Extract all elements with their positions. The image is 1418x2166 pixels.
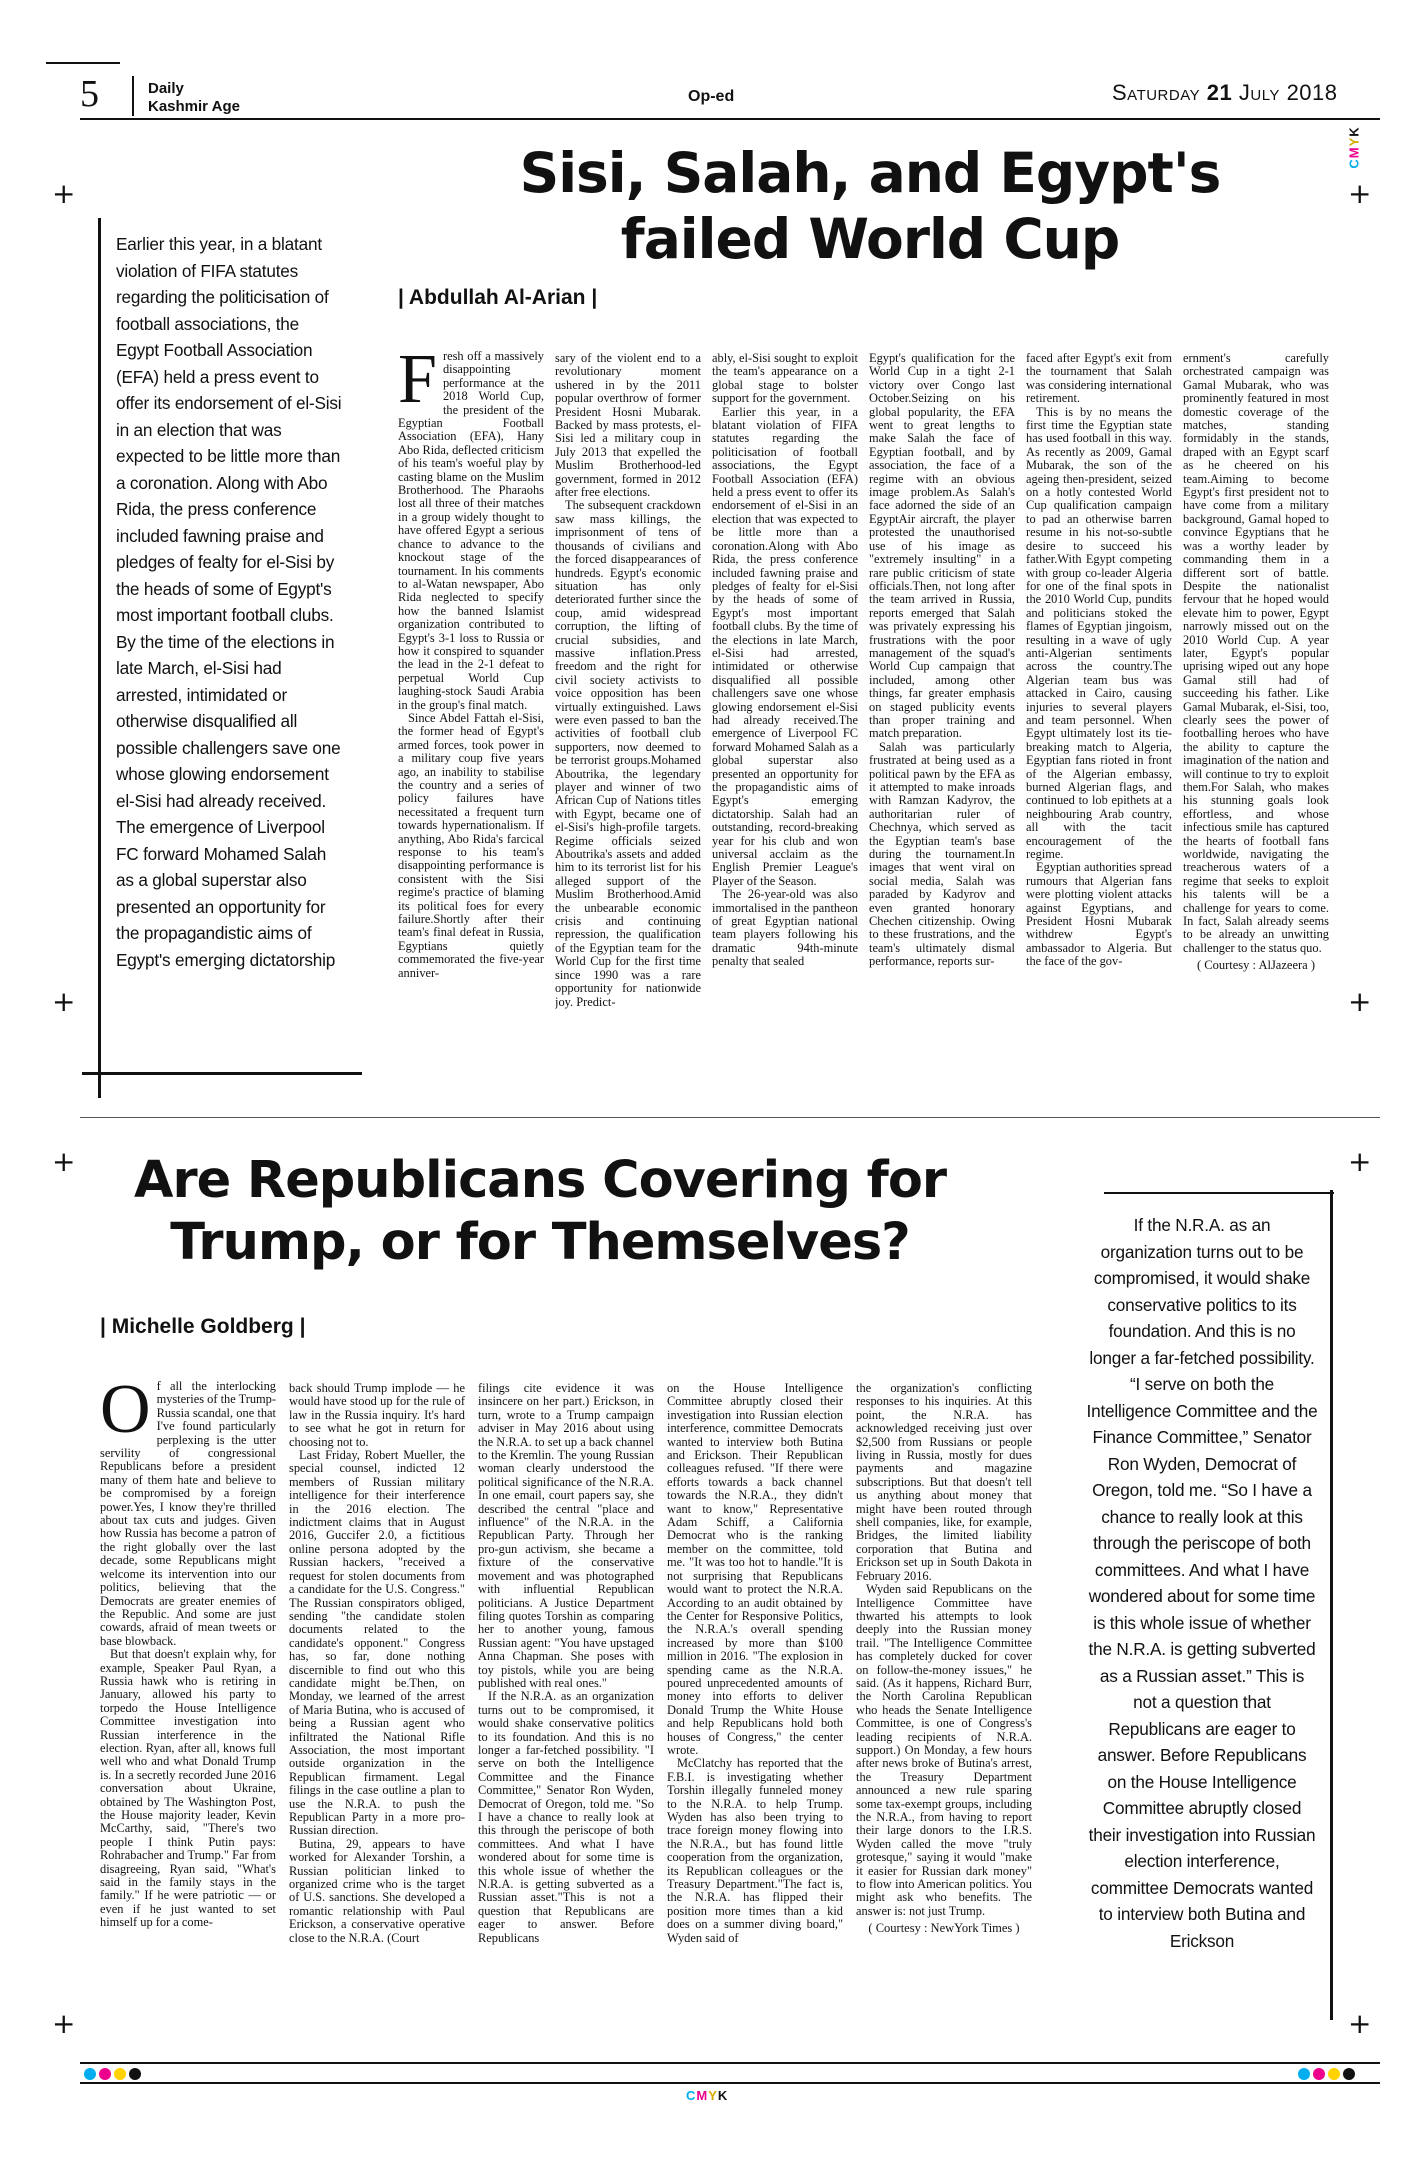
article2-pullquote-rule [1330, 1190, 1333, 2020]
paper-name-line1: Daily [148, 80, 184, 97]
article1-paragraph: The subsequent crackdown saw mass killings, the imprisonment of tens of thousands of civilians and the forced disappearances of hundreds. Egypt's economic situation has only deteriorated further since the coup, amid widespread corruption, the lifting of crucial subsidies, and massive inflation.Press freedom and the right for civil society activists to voice opposition has been virtually extinguished. Laws were even passed to ban the activities of football club supporters, now deemed to be terrorist groups.Mohamed Aboutrika, the legendary player and winner of two African Cup of Nations titles with Egypt, became one of el-Sisi's high-profile targets. Regime officials seized Aboutrika's assets and added him to its terrorist list for his alleged support of the Muslim Brotherhood.Amid the unbearable economic crisis and continuing repression, the qualification of the Egyptian team for the World Cup for the first time since 1990 was a rare opportunity for nationwide joy. Predict- [555, 498, 701, 1009]
article2-byline: | Michelle Goldberg | [100, 1315, 306, 1338]
article2-column-2 [289, 1382, 465, 2030]
page-number: 5 [80, 73, 99, 115]
article1-headline-line2: failed World Cup [620, 207, 1120, 271]
registration-mark-icon: + [52, 177, 76, 210]
article1-dropcap: F [398, 350, 437, 418]
magenta-dot-icon [1313, 2068, 1325, 2080]
article1-paragraph: Salah was particularly frustrated at being used as a political pawn by the EFA as it attempted to make inroads with Ramzan Kadyrov, the authoritarian ruler of Chechnya, which served as the Egyptian team's base during the tournament.In images that went viral on social media, Salah was paraded by Kadyrov and even granted honorary Chechen citizenship. Owing to these frustrations, and the team's ultimately dismal performance, reports sur- [869, 739, 1015, 969]
article2-paragraph: the organization's conflicting responses to his inquiries. At this point, the N.R.A. has acknowledged receiving just over $2,500 from Russians or people living in Russia, mostly for dues payments and magazine subscriptions. But that doesn't tell us anything about money that might have been routed through shell companies, like, for example, Bridges, the limited liability corporation that Butina and Erickson set up in South Dakota in February 2016. [856, 1382, 1032, 1583]
article1-paragraph: sary of the violent end to a revolutionary moment ushered in by the 2011 popular overthrow of former President Hosni Mubarak. Backed by mass protests, el-Sisi led a military coup in July 2013 that expelled the Muslim Brotherhood-led government, formed in 2012 after free elections. [555, 352, 701, 500]
page-number-divider [132, 76, 134, 116]
date-year: 2018 [1286, 80, 1338, 105]
article2-dropcap: O [100, 1380, 151, 1448]
registration-mark-icon: + [52, 2007, 76, 2040]
article2-paragraph: Last Friday, Robert Mueller, the special counsel, indicted 12 members of Russian military intelligence for their interference in the 2016 election. The indictment claims that in August 2016, Guccifer 2.0, a fictitious online persona adopted by the Russian hackers, "received a request for stolen documents from a candidate for the U.S. Congress." The Russian conspirators obliged, sending "the candidate stolen documents related to the candidate's opponent." Congress has, so far, done nothing discernible to find out who this candidate might be.Then, on Monday, we learned of the arrest of Maria Butina, who is accused of being a Russian agent who infiltrated the National Rifle Association, the most important outside organization in the Republican firmament. Legal filings in the case outline a plan to use the N.R.A. to push the Republican Party in a more pro-Russian direction. [289, 1448, 465, 1838]
color-dots-right [1298, 2068, 1355, 2082]
registration-mark-icon: + [52, 985, 76, 1018]
cyan-dot-icon [1298, 2068, 1310, 2080]
yellow-dot-icon [1328, 2068, 1340, 2080]
article1-paragraph: Earlier this year, in a blatant violation of FIFA statutes regarding the politicisation of football associations, the Egypt Football Association (EFA) held a press event to offer its endorsement of el-Sisi in an election that was expected to be little more than a coronation.Along with Abo Rida, the press conference included fawning praise and pledges of fealty for el-Sisi by the heads of some of Egypt's most important football clubs. By the time of the elections in late March, el-Sisi had arrested, intimidated or otherwise disqualified all possible challengers save one whose glowing endorsement el-Sisi had already received.The emergence of Liverpool FC forward Mohamed Salah as a global superstar also presented an opportunity for the propagandistic aims of Egypt's emerging dictatorship. Salah had an outstanding, record-breaking year for his club and won universal acclaim as the English Premier League's Player of the Season. [712, 404, 858, 888]
article2-courtesy: ( Courtesy : NewYork Times ) [868, 1921, 1020, 1936]
article1-paragraph: Egypt's qualification for the World Cup in a tight 2-1 victory over Congo last October.Seizing on his global popularity, the EFA went to great lengths to make Salah the face of Egyptian football, and by association, the face of a regime with an obvious image problem.As Salah's face adorned the side of an EgyptAir aircraft, the player protested the unauthorised use of his image as "extremely insulting" in a rare public criticism of state officials.Then, not long after the team arrived in Russia, reports emerged that Salah was privately expressing his frustrations with the poor management of the squad's World Cup campaign that included, among other things, far greater emphasis on staged publicity events than proper training and match preparation. [869, 352, 1015, 741]
top-rule [46, 62, 120, 64]
article2-column-1 [100, 1380, 276, 2030]
section-divider [80, 1117, 1380, 1118]
article1-headline-line1: Sisi, Salah, and Egypt's [519, 141, 1221, 205]
article1-column-1 [398, 350, 544, 1050]
article1-column-5 [1026, 352, 1172, 1050]
article1-headline [480, 140, 1260, 272]
article1-paragraph: ernment's carefully orchestrated campaign was Gamal Mubarak, who was prominently featured in most domestic coverage of the matches, standing formidably in the stands, draped with an Egypt scarf as he cheered on his team.Aiming to become Egypt's first president not to have come from a military background, Gamal hoped to convince Egyptians that he was a worthy leader by commanding them in a different sort of battle. Despite the nationalist fervour that he hoped would elevate him to power, Egypt narrowly missed out on the 2010 World Cup. A year later, Egypt's popular uprising wiped out any hope Gamal still had of succeeding his father. Like Gamal Mubarak, el-Sisi, too, clearly sees the power of footballing heroes who have the ability to capture the imagination of the nation and will continue to try to exploit them.For Salah, who makes his stunning goals look effortless, and whose infectious smile has captured the hearts of football fans worldwide, navigating the treacherous waters of a regime that seeks to exploit his talents will be a challenge for years to come. In fact, Salah already seems to be already an unwitting challenger to the status quo. [1183, 352, 1329, 955]
cmyk-bottom-marker: CMYK [686, 2088, 729, 2103]
article2-pullquote: If the N.R.A. as an organization turns out to be compromised, it would shake conservative politics to its foundation. And this is no longer a far-fetched possibility. “I serve on both the Intelligence Committee and the Finance Committee,” Senator Ron Wyden, Democrat of Oregon, told me. “So I have a chance to really look at this through the periscope of both committees. And what I have wondered about for some time is this whole issue of whether the N.R.A. is getting subverted as a Russian asset.” This is not a question that Republicans are eager to answer. Before Republicans on the House Intelligence Committee abruptly closed their investigation into Russian election interference, committee Democrats wanted to interview both Butina and Erickson [1086, 1215, 1318, 1951]
article2-paragraph: on the House Intelligence Committee abruptly closed their investigation into Russian election interference, committee Democrats wanted to interview both Butina and Erickson. Their Republican colleagues refused. "If there were efforts towards a back channel towards the N.R.A., they didn't want to know," Representative Adam Schiff, a California Democrat who is the ranking member on the committee, told me. "It was too hot to handle."It is not surprising that Republicans would want to protect the N.R.A. According to an audit obtained by the Center for Responsive Politics, the N.R.A.'s overall spending increased by more than $100 million in 2016. "The explosion in spending came as the N.R.A. poured unprecedented amounts of money into efforts to deliver Donald Trump the White House and help Republicans hold both houses of Congress," the center wrote. [667, 1382, 843, 1757]
article2-pullquote-rule-top [1104, 1192, 1334, 1194]
article1-byline: | Abdullah Al-Arian | [398, 286, 598, 309]
article2-paragraph: Wyden said Republicans on the Intelligence Committee have thwarted his attempts to look deeply into the Russian money trail. "The Intelligence Committee has completely ducked for cover on follow-the-money issues," he said. (As it happens, Richard Burr, the North Carolina Republican who heads the Senate Intelligence Committee, is one of Congress's leading recipients of N.R.A. support.) On Monday, a few hours after news broke of Butina's arrest, the Treasury Department announced a new rule sparing some tax-exempt groups, including the N.R.A., from having to report their large donors to the I.R.S. Wyden called the move "truly grotesque," saying it would "make it easier for Russian dark money" to flow into American politics. You might ask who benefits. The answer is: not just Trump. [856, 1582, 1032, 1918]
dateline [1112, 80, 1338, 106]
yellow-dot-icon [114, 2068, 126, 2080]
registration-mark-icon: + [1348, 177, 1372, 210]
paper-name-line2: Kashmir Age [148, 98, 240, 115]
registration-mark-icon: + [1348, 2007, 1372, 2040]
cyan-dot-icon [84, 2068, 96, 2080]
article1-column-6 [1183, 352, 1329, 1050]
magenta-dot-icon [99, 2068, 111, 2080]
article1-courtesy: ( Courtesy : AlJazeera ) [1196, 958, 1315, 973]
date-num: 21 [1206, 80, 1233, 105]
article2-paragraph: But that doesn't explain why, for example, Speaker Paul Ryan, a Russia hawk who is retiring in January, allowed his party to torpedo the House Intelligence Committee investigation into Russian interference in the election. Ryan, after all, knows full well who and what Donald Trump is. In a secretly recorded June 2016 conversation about Ukraine, obtained by The Washington Post, the House majority leader, Kevin McCarthy, said, "There's two people I think Putin pays: Rohrabacher and Trump." Far from disagreeing, Ryan said, "What's said in the family stays in the family." If he were patriotic — or even if he just wanted to set himself up for a come- [100, 1647, 276, 1930]
article2-column-3 [478, 1382, 654, 2030]
black-dot-icon [1343, 2068, 1355, 2080]
article2-column-5 [856, 1382, 1032, 2030]
registration-mark-icon: + [52, 1145, 76, 1178]
article1-paragraph: The 26-year-old was also immortalised in the pantheon of great Egyptian national team players following his dramatic 94th-minute penalty that sealed [712, 887, 858, 969]
article2-paragraph: If the N.R.A. as an organization turns out to be compromised, it would shake conservative politics to its foundation. And this is no longer a far-fetched possibility. "I serve on both the Intelligence Committee and the Finance Committee," Senator Ron Wyden, Democrat of Oregon, told me. "So I have a chance to really look at this through the periscope of both committees. And what I have wondered about for some time is this whole issue of whether the N.R.A. is getting subverted as a Russian asset."This is not a question that Republicans are eager to answer. Before Republicans [478, 1689, 654, 1945]
article2-paragraph: back should Trump implode — he would have stood up for the rule of law in the Russia inquiry. It's hard to see what he got in return for choosing not to. [289, 1382, 465, 1449]
article2-headline-line2: Trump, or for Themselves? [170, 1213, 910, 1272]
date-month: July [1238, 80, 1280, 105]
black-dot-icon [129, 2068, 141, 2080]
article1-pullquote-rule [98, 218, 101, 1098]
article1-pullquote: Earlier this year, in a blatant violation of FIFA statutes regarding the politicisation of football associations, the Egypt Football Association (EFA) held a press event to offer its endorsement of el-Sisi in an election that was expected to be little more than a coronation. Along with Abo Rida, the press conference included fawning praise and pledges of fealty for el-Sisi by the heads of some of Egypt's most important football clubs. By the time of the elections in late March, el-Sisi had arrested, intimidated or otherwise disqualified all possible challengers save one whose glowing endorsement el-Sisi had already received. The emergence of Liverpool FC forward Mohamed Salah as a global superstar also presented an opportunity for the propagandistic aims of Egypt's emerging dictatorship [116, 234, 342, 970]
registration-mark-icon: + [1348, 985, 1372, 1018]
article1-pullquote-rule-bottom [82, 1072, 362, 1075]
article1-paragraph: Since Abdel Fattah el-Sisi, the former head of Egypt's armed forces, took power in a military coup five years ago, an inability to stabilise the country and a series of policy failures have necessitated a frequent turn towards hypernationalism. If anything, Abo Rida's farcical response to his team's disappointing performance is consistent with the Sisi regime's practice of blaming its political foes for every failure.Shortly after their team's final defeat in Russia, Egyptians quietly commemorated the five-year anniver- [398, 710, 544, 980]
article1-column-3 [712, 352, 858, 1050]
cmyk-vertical-marker: CMYK [1346, 126, 1362, 169]
paper-name [148, 80, 240, 116]
article1-paragraph: ably, el-Sisi sought to exploit the team's appearance on a global stage to bolster support for the government. [712, 352, 858, 406]
article2-column-4 [667, 1382, 843, 2030]
article1-column-2 [555, 352, 701, 1050]
article2-paragraph: McClatchy has reported that the F.B.I. is investigating whether Torshin illegally funneled money to the N.R.A. to help Trump. Wyden has also been trying to trace foreign money flowing into the N.R.A., but has found little cooperation from the organization, its Republican colleagues or the Treasury Department."The fact is, the N.R.A. has flipped their position more times than a kid does on a summer diving board," Wyden said of [667, 1756, 843, 1945]
color-dots-left [84, 2068, 141, 2082]
article2-paragraph: Butina, 29, appears to have worked for Alexander Torshin, a Russian politician linked to organized crime who is the target of U.S. sanctions. She developed a romantic relationship with Paul Erickson, a conservative operative close to the N.R.A. (Court [289, 1836, 465, 1945]
article2-headline [100, 1150, 980, 1274]
date-day: Saturday [1112, 80, 1201, 105]
bottom-color-bar [80, 2062, 1380, 2084]
article2-paragraph: filings cite evidence it was insincere on her part.) Erickson, in turn, wrote to a Trump campaign adviser in May 2016 about using the N.R.A. to set up a back channel to the Kremlin. The young Russian woman clearly understood the political significance of the N.R.A. In one email, court papers say, she described the central "place and influence" of the N.R.A. in the Republican Party. Through her pro-gun activism, she became a fixture of the conservative movement and was photographed with influential Republican politicians. A Justice Department filing quotes Torshin as comparing her to another young, famous Russian agent: "You have upstaged Anna Chapman. She poses with toy pistols, while you are being published with real ones." [478, 1382, 654, 1690]
article1-paragraph: Egyptian authorities spread rumours that Algerian fans were plotting violent attacks against Egyptians, and President Hosni Mubarak withdrew Egypt's ambassador to Algeria. But the face of the gov- [1026, 860, 1172, 969]
article1-paragraph: resh off a massively disappointing performance at the 2018 World Cup, the president of the Egyptian Football Association (EFA), Hany Abo Rida, deflected criticism of his team's woeful play by casting blame on the Muslim Brotherhood. The Pharaohs lost all three of their matches in a group widely thought to have offered Egypt a serious chance to advance to the knockout stage of the tournament. In his comments to al-Watan newspaper, Abo Rida neglected to specify how the banned Islamist organization contributed to Egypt's 3-1 loss to Russia or how it conspired to squander the lead in the 2-1 defeat to perpetual World Cup laughing-stock Saudi Arabia in the group's final match. [398, 350, 544, 712]
article1-column-4 [869, 352, 1015, 1050]
registration-mark-icon: + [1348, 1145, 1372, 1178]
article1-paragraph: This is by no means the first time the Egyptian state has used football in this way. As recently as 2009, Gamal Mubarak, the son of the ageing then-president, seized on a hotly contested World Cup qualification campaign to pad an otherwise barren resume in his not-so-subtle desire to succeed his father.With Egypt competing with group co-leader Algeria for one of the final spots in the 2010 World Cup, pundits and politicians stoked the flames of Egyptian jingoism, resulting in a wave of ugly anti-Algerian sentiments across the country.The Algerian team bus was attacked in Cairo, causing injuries to several players and team personnel. When Egypt ultimately lost its tie-breaking match to Algeria, Egyptian fans rioted in front of the Algerian embassy, burned Algerian flags, and continued to lob epithets at a neighbouring Arab country, all with the tacit encouragement of the regime. [1026, 404, 1172, 862]
header-rule [80, 118, 1380, 120]
article2-paragraph: f all the interlocking mysteries of the Trump-Russia scandal, one that I've found particularly perplexing is the utter servility of congressional Republicans before a president many of them hate and believe to be compromised by a foreign power.Yes, I know they're thrilled about tax cuts and judges. Given how Russia has become a patron of the right globally over the last decade, some Republicans might welcome its intervention into our politics, believing that the Democrats are greater enemies of the Republic. And some are just cowards, afraid of mean tweets or base blowback. [100, 1380, 276, 1648]
section-label: Op-ed [688, 88, 735, 105]
article1-paragraph: faced after Egypt's exit from the tournament that Salah was considering international retirement. [1026, 352, 1172, 406]
article2-headline-line1: Are Republicans Covering for [133, 1151, 947, 1210]
